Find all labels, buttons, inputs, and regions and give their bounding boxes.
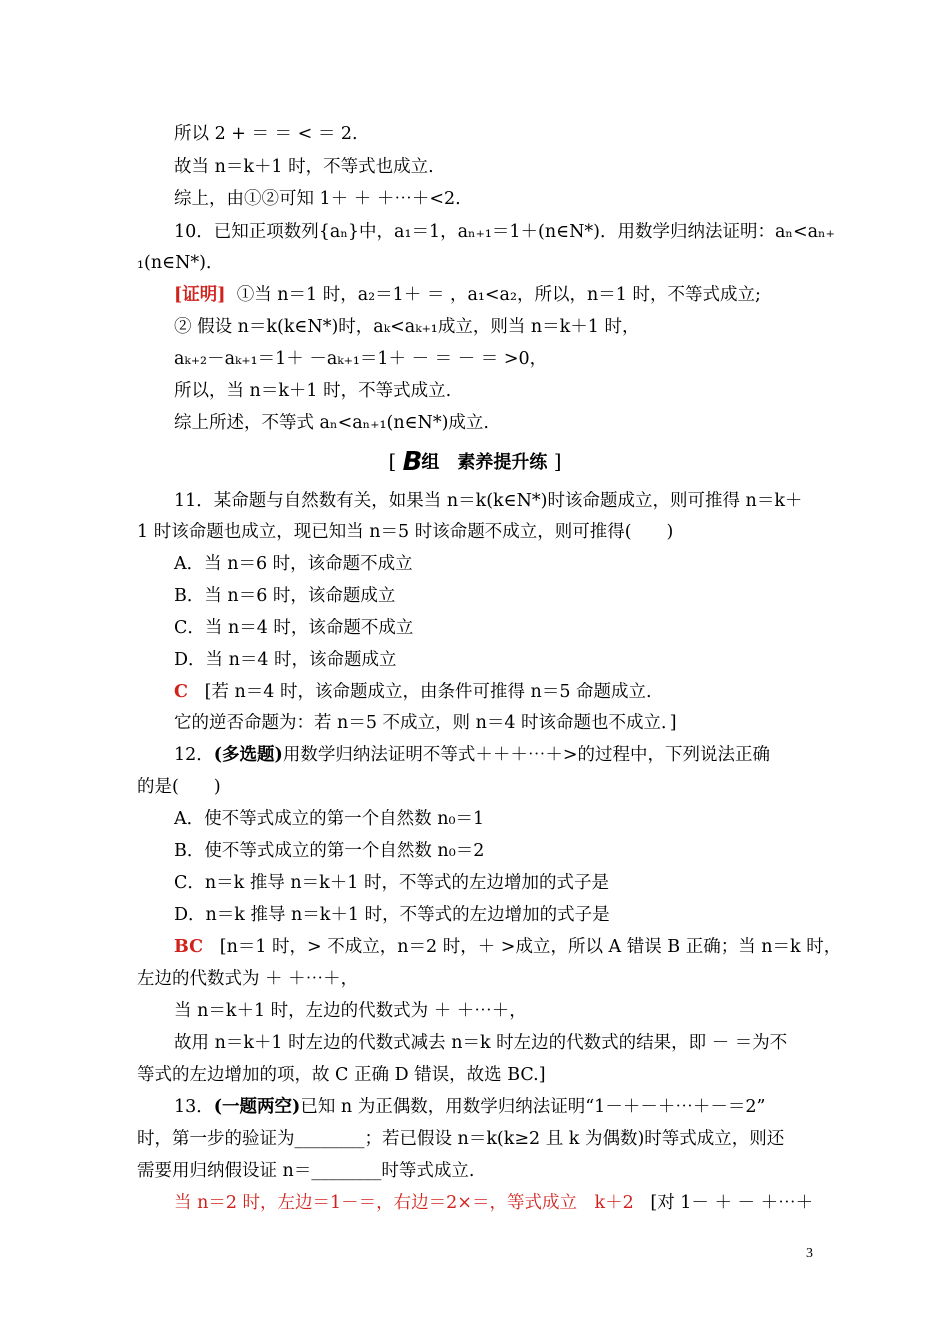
option-d: D．当 n＝4 时，该命题成立 [174,650,397,670]
question-13-text-cont: 需要用归纳假设证 n＝________时等式成立. [137,1161,475,1181]
proof-line-5: 综上所述，不等式 aₙ<aₙ₊₁(n∈N*)成立. [174,413,489,433]
question-11-text: 11．某命题与自然数有关，如果当 n＝k(k∈N*)时该命题成立，则可推得 n＝k＋ [174,491,803,511]
proof-tag: [证明] [174,285,226,305]
question-tag: (多选题) [213,745,283,765]
question-body: 用数学归纳法证明不等式＋＋＋⋯＋>的过程中，下列说法正确 [282,745,771,765]
text-line: 所以 2 + ＝ ＝ < ＝ 2. [174,124,358,144]
question-11-text-cont: 1 时该命题也成立，现已知当 n＝5 时该命题不成立，则可推得( ) [137,522,674,542]
banner-bracket-left: [ [388,449,397,473]
question-12-text-cont: 的是( ) [137,777,221,797]
option-c: C．当 n＝4 时，该命题不成立 [174,618,414,638]
question-number: 13． [174,1097,214,1117]
question-13-text [174,1096,765,1118]
answer-12 [174,936,841,958]
option-b: B．使不等式成立的第一个自然数 n₀＝2 [174,841,485,861]
answer-text: [若 n＝4 时，该命题成立，由条件可推得 n＝5 命题成立. [204,682,652,702]
proof-line-3: aₖ₊₂－aₖ₊₁＝1＋ －aₖ₊₁＝1＋ － ＝ － ＝ >0， [174,349,548,369]
question-12-text [174,744,770,766]
answer-12-cont: 左边的代数式为 ＋ ＋⋯＋， [137,969,359,989]
proof-line-2: ② 假设 n＝k(k∈N*)时，aₖ<aₖ₊₁成立，则当 n＝k＋1 时， [174,317,640,337]
banner-title: 组 素养提升练 [421,452,548,473]
banner-bracket-right: ] [553,449,562,473]
text-line: 综上，由①②可知 1＋ ＋ ＋⋯＋<2. [174,189,461,209]
option-a: A．当 n＝6 时，该命题不成立 [174,554,413,574]
answer-text: [对 1－ ＋ － ＋⋯＋ [650,1193,814,1213]
question-body: 已知 n 为正偶数，用数学归纳法证明“1－＋－＋⋯＋－＝2” [300,1097,766,1117]
answer-11-cont: 它的逆否命题为：若 n＝5 不成立，则 n＝4 时该命题也不成立．] [174,713,677,733]
page-number: 3 [806,1246,813,1261]
proof-text: ①当 n＝1 时，a₂＝1＋ ＝ ，a₁<a₂，所以，n＝1 时，不等式成立; [236,285,761,305]
answer-12-cont: 等式的左边增加的项，故 C 正确 D 错误，故选 BC.] [137,1065,546,1085]
answer-13 [174,1192,813,1214]
answer-key: C [174,682,188,702]
question-10-text: 10．已知正项数列{aₙ}中，a₁＝1，aₙ₊₁＝1＋(n∈N*)．用数学归纳法证明：aₙ<aₙ₊ [174,222,835,242]
answer-key: 当 n＝2 时，左边＝1－＝，右边＝2×＝，等式成立 k＋2 [174,1193,634,1213]
question-10-text-cont: ₁(n∈N*)． [137,253,224,273]
question-13-text-cont: 时，第一步的验证为________；若已假设 n＝k(k≥2 且 k 为偶数)时等式成立，则还 [137,1129,785,1149]
section-banner [0,447,950,477]
answer-12-cont: 当 n＝k＋1 时，左边的代数式为 ＋ ＋⋯＋， [174,1001,527,1021]
option-b: B．当 n＝6 时，该命题成立 [174,586,396,606]
answer-key: BC [174,937,204,957]
proof-line-4: 所以，当 n＝k＋1 时，不等式成立. [174,381,452,401]
banner-group-letter: B [402,447,422,477]
answer-11 [174,681,652,703]
text-line: 故当 n＝k＋1 时，不等式也成立. [174,157,434,177]
option-d: D．n＝k 推导 n＝k＋1 时，不等式的左边增加的式子是 [174,905,610,925]
question-number: 12． [174,745,214,765]
option-c: C．n＝k 推导 n＝k＋1 时，不等式的左边增加的式子是 [174,873,609,893]
option-a: A．使不等式成立的第一个自然数 n₀＝1 [174,809,485,829]
answer-text: [n＝1 时，> 不成立，n＝2 时，＋ >成立，所以 A 错误 B 正确；当 n＝k 时， [219,937,842,957]
proof-line-1 [174,284,761,306]
answer-12-cont: 故用 n＝k＋1 时左边的代数式减去 n＝k 时左边的代数式的结果，即 － ＝为不 [174,1033,788,1053]
question-tag: (一题两空) [213,1097,301,1117]
